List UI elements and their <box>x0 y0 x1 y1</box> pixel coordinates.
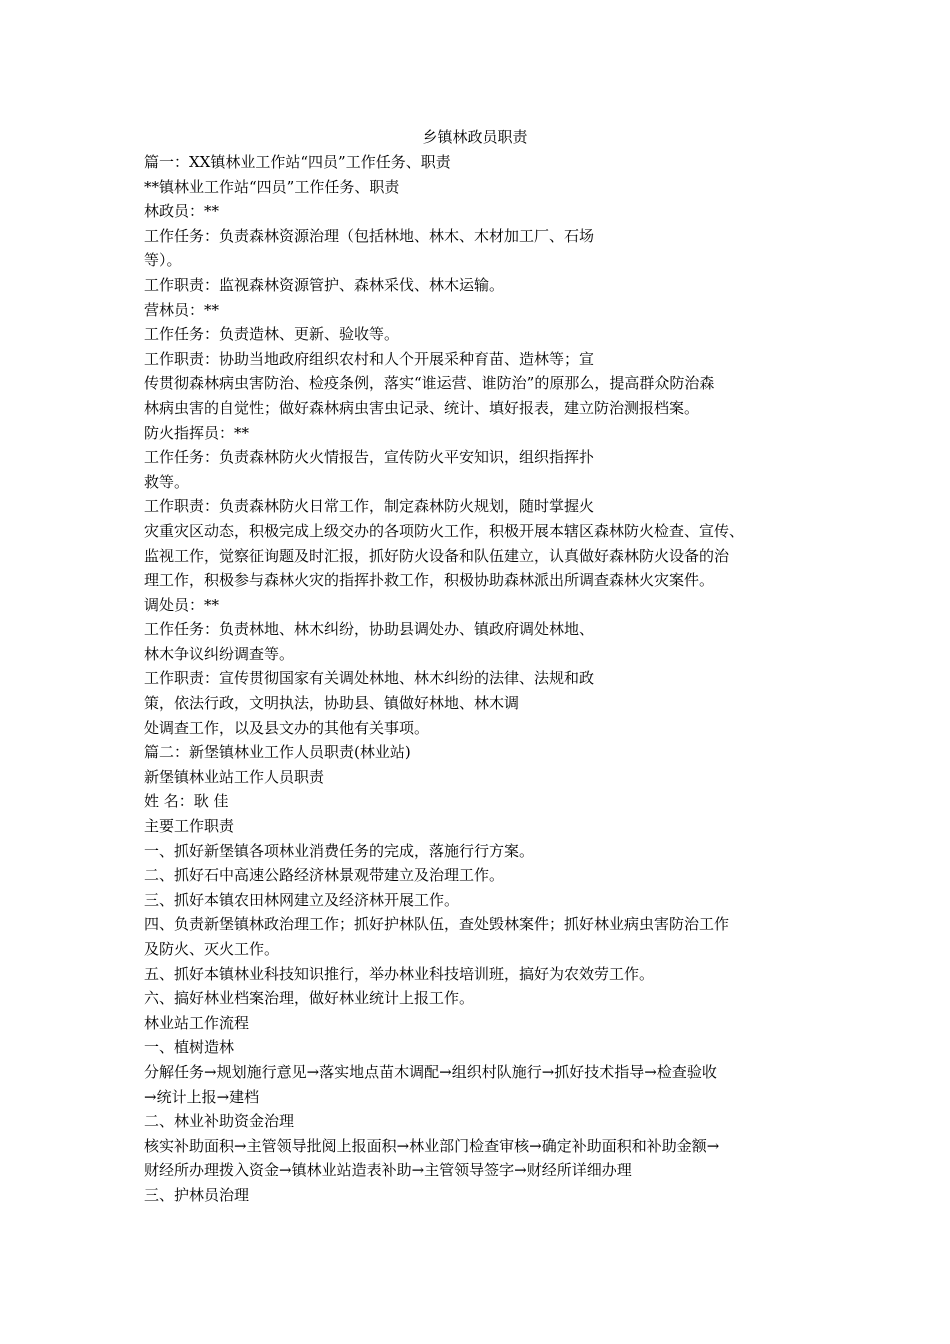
text-line: **镇林业工作站“四员”工作任务、职责 <box>144 177 400 196</box>
text-line: 篇一：XX镇林业工作站“四员”工作任务、职责 <box>144 153 451 171</box>
text-line: 工作任务：负责造林、更新、验收等。 <box>144 325 400 344</box>
text-line: 三、护林员治理 <box>144 1185 250 1204</box>
text-line: →统计上报→建档 <box>144 1087 260 1106</box>
text-line: 财经所办理拨入资金→镇林业站造表补助→主管领导签字→财经所详细办理 <box>144 1161 632 1180</box>
text-line: 姓 名：耿 佳 <box>144 792 229 811</box>
text-line: 工作职责：宣传贯彻国家有关调处林地、林木纠纷的法律、法规和政 <box>144 669 595 688</box>
text-line: 营林员：** <box>144 300 220 319</box>
text-line: 监视工作，觉察征询题及时汇报，抓好防火设备和队伍建立，认真做好森林防火设备的治 <box>144 546 730 565</box>
text-line: 林木争议纠纷调查等。 <box>144 644 295 663</box>
text-line: 林病虫害的自觉性；做好森林病虫害虫记录、统计、填好报表，建立防治测报档案。 <box>144 398 700 417</box>
text-line: 防火指挥员：** <box>144 423 250 442</box>
text-line: 处调查工作，以及县文办的其他有关事项。 <box>144 718 430 737</box>
text-line: 工作任务：负责森林防火火情报告，宣传防火平安知识，组织指挥扑 <box>144 448 595 467</box>
text-line: 篇二：新堡镇林业工作人员职责(林业站) <box>144 743 411 762</box>
text-line: 调处员：** <box>144 595 220 614</box>
text-line: 六、搞好林业档案治理，做好林业统计上报工作。 <box>144 989 475 1008</box>
text-line: 救等。 <box>144 472 190 491</box>
text-line: 二、抓好石中高速公路经济林景观带建立及治理工作。 <box>144 866 505 885</box>
text-line: 分解任务→规划施行意见→落实地点苗木调配→组织村队施行→抓好技术指导→检查验收 <box>144 1062 717 1081</box>
text-line: 五、抓好本镇林业科技知识推行，举办林业科技培训班，搞好为农效劳工作。 <box>144 964 655 983</box>
text-line: 二、林业补助资金治理 <box>144 1112 295 1131</box>
text-line: 一、植树造林 <box>144 1038 235 1057</box>
text-line: 工作职责：监视森林资源管护、森林采伐、林木运输。 <box>144 275 505 294</box>
text-line: 新堡镇林业站工作人员职责 <box>144 767 325 786</box>
text-line: 林业站工作流程 <box>144 1013 250 1032</box>
text-line: 主要工作职责 <box>144 817 235 836</box>
text-line: 一、抓好新堡镇各项林业消费任务的完成，落施行行方案。 <box>144 841 535 860</box>
document-body <box>144 150 824 1208</box>
text-line: 核实补助面积→主管领导批阅上报面积→林业部门检查审核→确定补助面积和补助金额→ <box>144 1136 720 1155</box>
text-line: 及防火、灭火工作。 <box>144 940 280 958</box>
text-line: 工作任务：负责森林资源治理（包括林地、林木、木材加工厂、石场 <box>144 226 595 245</box>
text-line: 策，依法行政，文明执法，协助县、镇做好林地、林木调 <box>144 694 520 713</box>
text-line: 传贯彻森林病虫害防治、检疫条例，落实“谁运营、谁防治”的原那么，提高群众防治森 <box>144 374 715 393</box>
text-line: 灾重灾区动态，积极完成上级交办的各项防火工作，积极开展本辖区森林防火检查、宣传、 <box>144 521 745 540</box>
document-title: 乡镇林政员职责 <box>422 128 528 146</box>
text-line: 工作任务：负责林地、林木纠纷，协助县调处办、镇政府调处林地、 <box>144 620 595 639</box>
text-line: 工作职责：负责森林防火日常工作，制定森林防火规划，随时掌握火 <box>144 497 595 516</box>
text-line: 四、负责新堡镇林政治理工作；抓好护林队伍，查处毁林案件；抓好林业病虫害防治工作 <box>144 915 730 934</box>
text-line: 三、抓好本镇农田林网建立及经济林开展工作。 <box>144 890 460 909</box>
text-line: 理工作，积极参与森林火灾的指挥扑救工作，积极协助森林派出所调查森林火灾案件。 <box>144 571 715 590</box>
text-line: 林政员：** <box>144 202 220 221</box>
text-line: 等）。 <box>144 251 182 270</box>
text-line: 工作职责：协助当地政府组织农村和人个开展采种育苗、造林等；宣 <box>144 349 595 368</box>
